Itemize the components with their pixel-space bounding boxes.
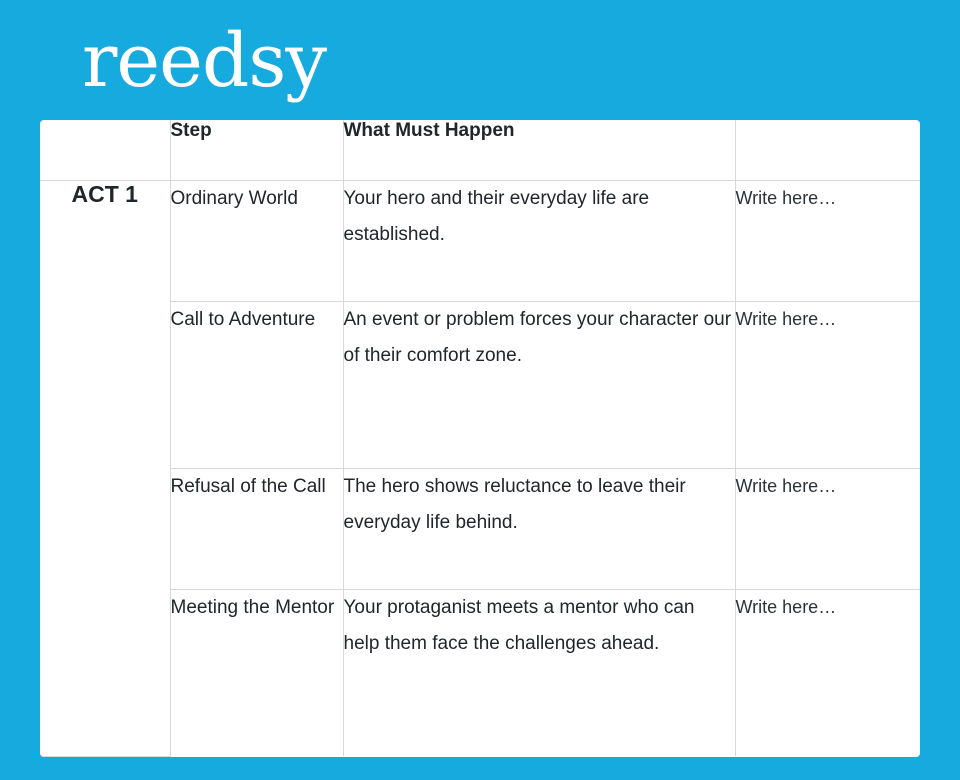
notes-field[interactable]: Write here…	[735, 597, 837, 617]
header-cell-act	[40, 120, 170, 181]
table-row	[40, 469, 920, 590]
reedsy-logo: reedsy	[82, 18, 327, 104]
act-label-cell: ACT 1	[40, 181, 170, 757]
table-row	[40, 302, 920, 469]
step-name: Call to Adventure	[170, 302, 343, 469]
notes-field[interactable]: Write here…	[735, 469, 920, 590]
header-cell-notes	[735, 120, 920, 181]
step-name: Refusal of the Call	[170, 469, 343, 590]
table-header-row	[40, 120, 920, 181]
notes-field[interactable]: Write here…	[735, 181, 920, 302]
step-description: Your protaganist meets a mentor who can help them face the challenges ahead.	[343, 590, 735, 757]
step-name: Ordinary World	[170, 181, 343, 302]
table-row	[40, 181, 920, 302]
step-description: The hero shows reluctance to leave their everyday life behind.	[343, 469, 735, 590]
table-row	[40, 590, 920, 757]
header-cell-what-must-happen: What Must Happen	[343, 120, 735, 181]
step-description: An event or problem forces your character our of their comfort zone.	[343, 302, 735, 469]
story-structure-table	[40, 120, 920, 757]
step-description: Your hero and their everyday life are established.	[343, 181, 735, 302]
step-name: Meeting the Mentor	[170, 590, 343, 757]
header-cell-step: Step	[170, 120, 343, 181]
worksheet-card	[40, 120, 920, 757]
notes-field[interactable]: Write here…	[735, 302, 920, 469]
